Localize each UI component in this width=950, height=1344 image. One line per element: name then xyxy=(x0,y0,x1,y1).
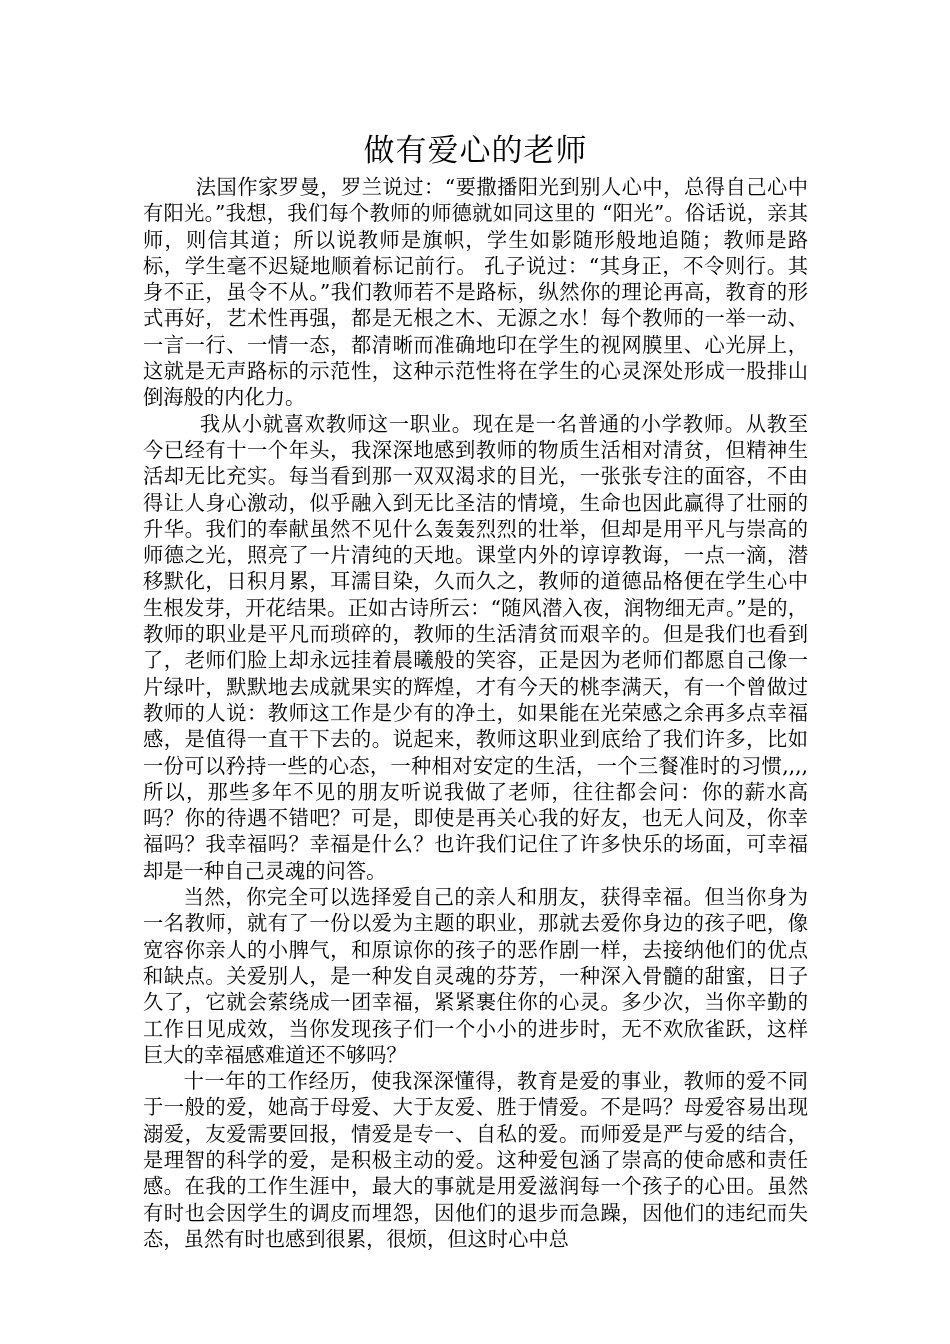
document-title: 做有爱心的老师 xyxy=(363,133,588,169)
paragraph-3: 当然，你完全可以选择爱自己的亲人和朋友，获得幸福。但当你身为一名教师，就有了一份以爱为主题的职业，那就去爱你身边的孩子吧，像宽容你亲人的小脾气，和原谅你的孩子的恶作剧一样，去接纳他们的优点和缺点。关爱别人，是一种发自灵魂的芬芳，一种深入骨髓的甜蜜，日子久了，它就会萦绕成一团幸福，紧紧裹住你的心灵。多少次，当你辛勤的工作日见成效，当你发现孩子们一个小小的进步时，无不欢欣雀跃，这样巨大的幸福感难道还不够吗？ xyxy=(143,885,808,1067)
paragraph-4: 十一年的工作经历，使我深深懂得，教育是爱的事业，教师的爱不同于一般的爱，她高于母爱、大于友爱、胜于情爱。不是吗？母爱容易出现溺爱，友爱需要回报，情爱是专一、自私的爱。而师爱是严与爱的结合，是理智的科学的爱，是积极主动的爱。这种爱包涵了崇高的使命感和责任感。在我的工作生涯中，最大的事就是用爱滋润每一个孩子的心田。虽然有时也会因学生的调皮而埋怨，因他们的退步而急躁，因他们的违纪而失态，虽然有时也感到很累，很烦，但这时心中总 xyxy=(143,1069,808,1251)
paragraph-2: 我从小就喜欢教师这一职业。现在是一名普通的小学教师。从教至今已经有十一个年头，我深深地感到教师的物质生活相对清贫，但精神生活却无比充实。每当看到那一双双渴求的目光，一张张专注的面容，不由得让人身心激动，似乎融入到无比圣洁的情境，生命也因此赢得了壮丽的升华。我们的奉献虽然不见什么轰轰烈烈的壮举，但却是用平凡与崇高的师德之光，照亮了一片清纯的天地。课堂内外的谆谆教诲，一点一滴，潜移默化，日积月累，耳濡目染，久而久之，教师的道德品格便在学生心中生根发芽，开花结果。正如古诗所云：“随风潜入夜，润物细无声。”是的，教师的职业是平凡而琐碎的，教师的生活清贫而艰辛的。但是我们也看到了，老师们脸上却永远挂着晨曦般的笑容，正是因为老师们都愿自己像一片绿叶，默默地去成就果实的辉煌，才有今天的桃李满天，有一个曾做过教师的人说：教师这工作是少有的净土，如果能在光荣感之余再多点幸福感，是值得一直干下去的。说起来，教师这职业到底给了我们许多，比如一份可以矜持一些的心态，一种相对安定的生活，一个三餐准时的习惯,,,,所以，那些多年不见的朋友听说我做了老师，往往都会问：你的薪水高吗？你的待遇不错吧？可是，即使是再关心我的好友，也无人问及，你幸福吗？我幸福吗？幸福是什么？也许我们记住了许多快乐的场面，可幸福却是一种自己灵魂的问答。 xyxy=(143,411,808,883)
document-page xyxy=(143,128,808,1252)
paragraph-1: 法国作家罗曼，罗兰说过：“要撒播阳光到别人心中，总得自己心中有阳光。”我想，我们每个教师的师德就如同这里的 “阳光”。俗话说，亲其师，则信其道；所以说教师是旗帜，学生如影随形般地追随；教师是路标，学生毫不迟疑地顺着标记前行。 孔子说过：“其身正，不令则行。其身不正，虽令不从。”我们教师若不是路标，纵然你的理论再高，教育的形式再好，艺术性再强，都是无根之木、无源之水！每个教师的一举一动、一言一行、一情一态，都清晰而准确地印在学生的视网膜里、心光屏上，这就是无声路标的示范性，这种示范性将在学生的心灵深处形成一股排山倒海般的内化力。 xyxy=(143,175,808,410)
